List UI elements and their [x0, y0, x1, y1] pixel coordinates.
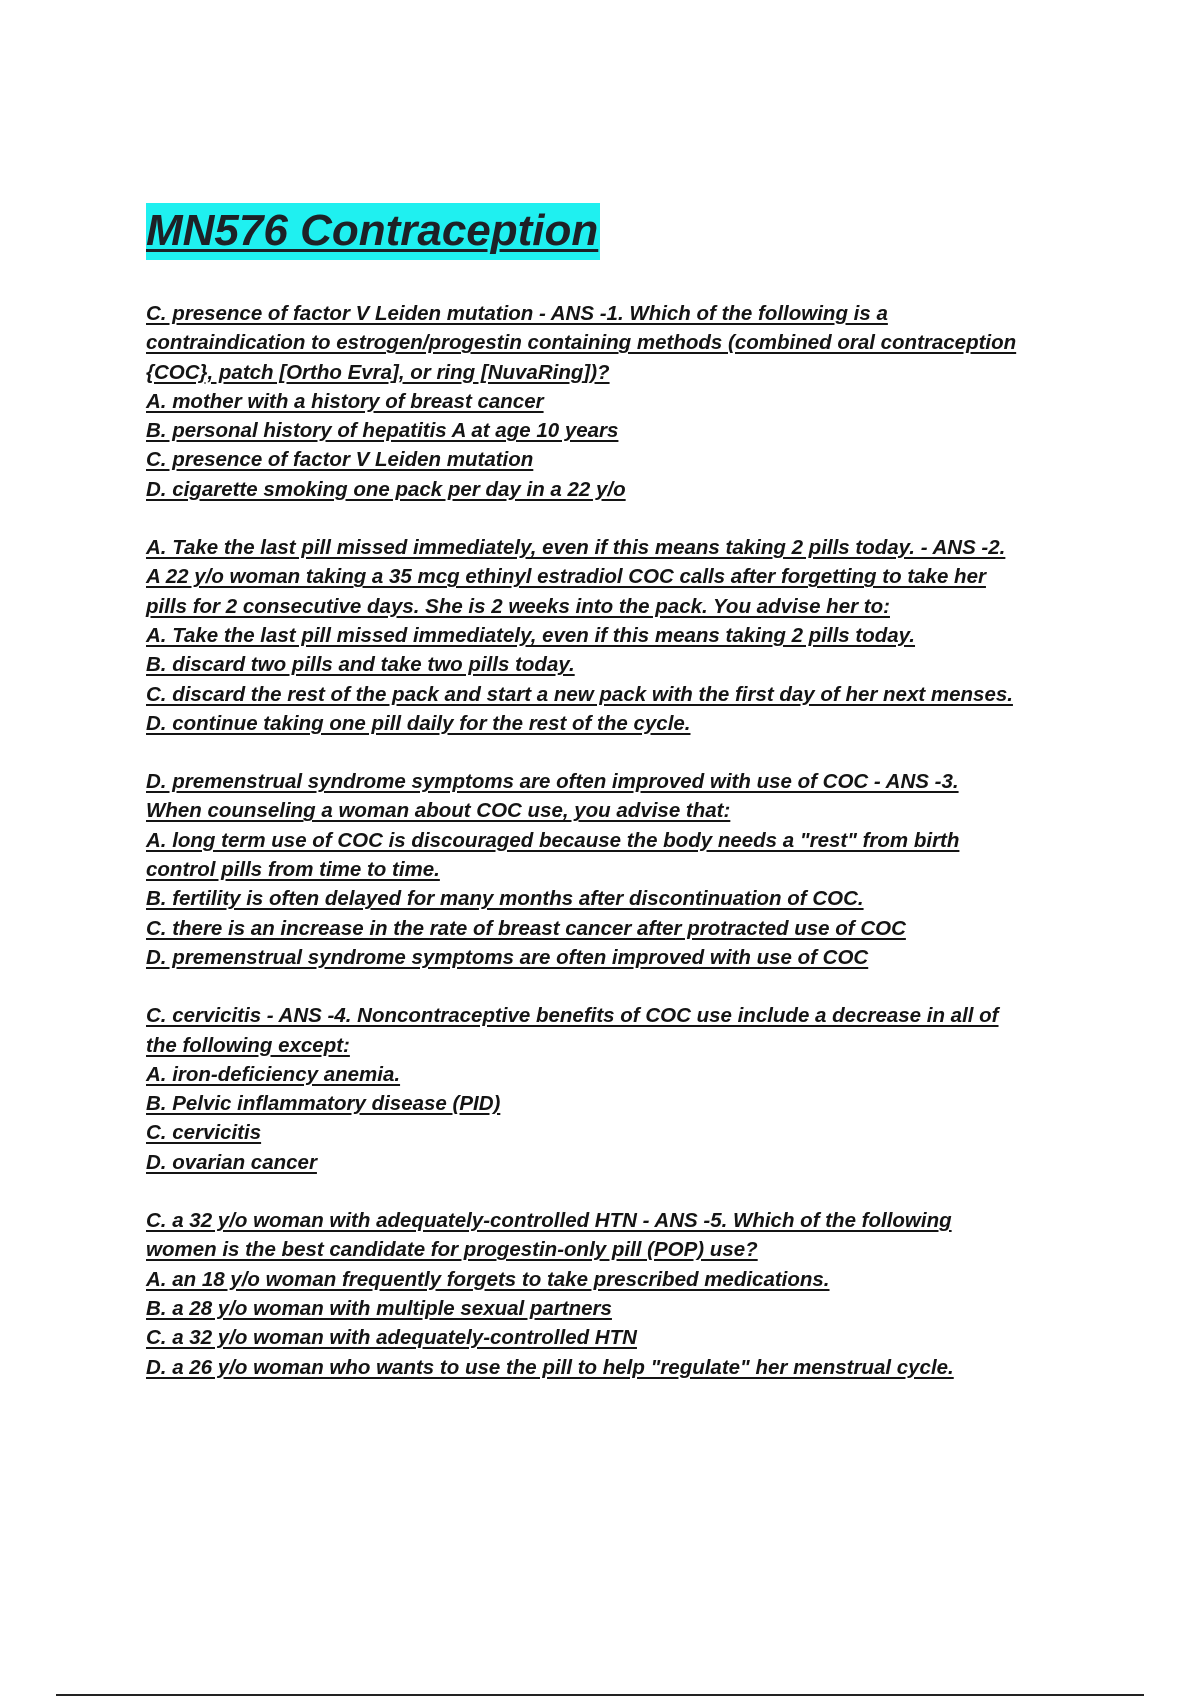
question-line: A. Take the last pill missed immediately, even if this means taking 2 pills today. - ANS -2. [146, 536, 1006, 560]
question-line: pills for 2 consecutive days. She is 2 weeks into the pack. You advise her to: [146, 594, 890, 618]
answer-option-a: A. mother with a history of breast cancer [146, 389, 544, 413]
answer-option-b: B. discard two pills and take two pills today. [146, 653, 575, 677]
question-line: C. presence of factor V Leiden mutation - ANS -1. Which of the following is a [146, 302, 888, 325]
question-block-5 [146, 1206, 1096, 1382]
answer-option-a: A. long term use of COC is discouraged because the body needs a "rest" from birth [146, 828, 960, 852]
answer-option-a: A. iron-deficiency anemia. [146, 1062, 401, 1086]
answer-option-d: D. a 26 y/o woman who wants to use the pill to help "regulate" her menstrual cycle. [146, 1355, 954, 1379]
question-block-4 [146, 1001, 1096, 1177]
answer-option-d: D. cigarette smoking one pack per day in a 22 y/o [146, 477, 626, 501]
answer-option-a: A. Take the last pill missed immediately, even if this means taking 2 pills today. [146, 623, 916, 647]
question-line: C. cervicitis - ANS -4. Noncontraceptive benefits of COC use include a decrease in all of [146, 1004, 999, 1028]
page-title: MN576 Contraception [146, 203, 600, 260]
answer-option-c: C. a 32 y/o woman with adequately-controlled HTN [146, 1326, 637, 1350]
question-line: contraindication to estrogen/progestin containing methods (combined oral contraception [146, 331, 1017, 355]
answer-option-d: D. premenstrual syndrome symptoms are often improved with use of COC [146, 945, 869, 969]
footer-divider [56, 1694, 1144, 1696]
question-line: the following except: [146, 1033, 350, 1057]
question-block-1 [146, 299, 1096, 504]
answer-option-b: B. a 28 y/o woman with multiple sexual partners [146, 1296, 612, 1320]
question-block-3 [146, 767, 1096, 972]
question-block-2 [146, 533, 1096, 738]
answer-option-d: D. continue taking one pill daily for the rest of the cycle. [146, 711, 691, 735]
question-line: women is the best candidate for progestin-only pill (POP) use? [146, 1238, 758, 1262]
answer-option-b: B. fertility is often delayed for many months after discontinuation of COC. [146, 887, 864, 911]
answer-option-b: B. Pelvic inflammatory disease (PID) [146, 1092, 501, 1116]
answer-option-c: C. discard the rest of the pack and start a new pack with the first day of her next menses. [146, 682, 1013, 706]
answer-option-c: C. cervicitis [146, 1121, 262, 1145]
answer-option-d: D. ovarian cancer [146, 1150, 317, 1174]
question-line: When counseling a woman about COC use, you advise that: [146, 799, 731, 823]
question-line: A 22 y/o woman taking a 35 mcg ethinyl estradiol COC calls after forgetting to take her [146, 565, 986, 589]
question-line: D. premenstrual syndrome symptoms are often improved with use of COC - ANS -3. [146, 770, 959, 794]
question-line: C. a 32 y/o woman with adequately-controlled HTN - ANS -5. Which of the following [146, 1209, 952, 1233]
answer-option-c: C. there is an increase in the rate of breast cancer after protracted use of COC [146, 916, 906, 940]
question-list [146, 299, 1096, 1411]
answer-option-a: A. an 18 y/o woman frequently forgets to take prescribed medications. [146, 1267, 830, 1291]
answer-option-a-continued: control pills from time to time. [146, 858, 440, 882]
question-line: {COC}, patch [Ortho Evra], or ring [NuvaRing])? [146, 360, 610, 384]
answer-option-b: B. personal history of hepatitis A at age 10 years [146, 419, 619, 443]
answer-option-c: C. presence of factor V Leiden mutation [146, 448, 534, 472]
